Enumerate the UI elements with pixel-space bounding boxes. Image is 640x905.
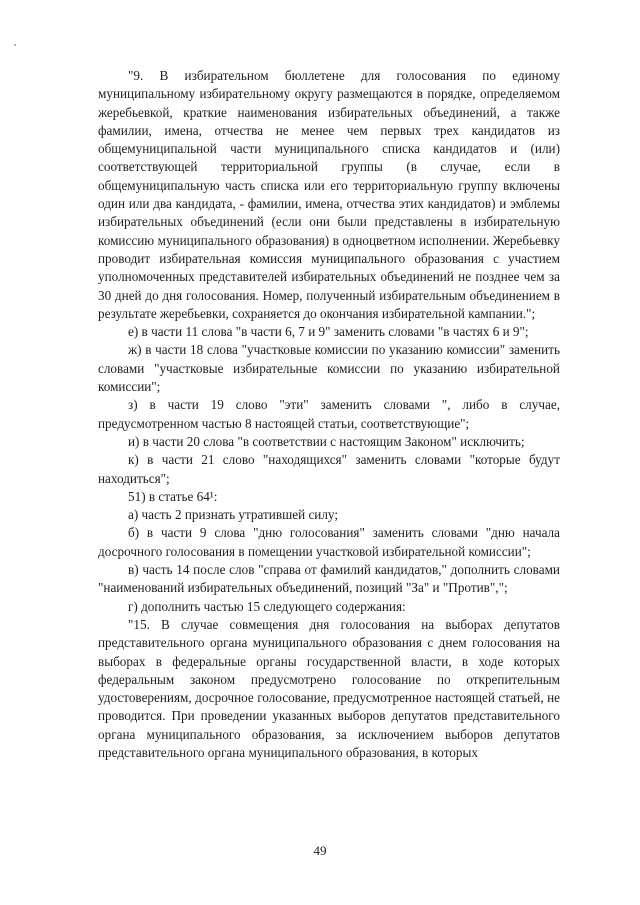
paragraph: к) в части 21 слово "находящихся" заменить словами "которые будут находиться"; xyxy=(98,452,560,486)
paragraph: а) часть 2 признать утратившей силу; xyxy=(128,507,339,523)
paragraph: ж) в части 18 слова "участковые комиссии по указанию комиссии" заменить словами "участковые избирательные комиссии по указанию избирательной комиссии"; xyxy=(98,342,560,395)
paragraph: в) часть 14 после слов "справа от фамилий кандидатов," дополнить словами "наименований избирательных объединений, позиций "За" и "Против","; xyxy=(98,562,560,596)
paragraph: е) в части 11 слова "в части 6, 7 и 9" заменить словами "в частях 6 и 9"; xyxy=(128,324,529,340)
paragraph: "9. В избирательном бюллетене для голосования по единому муниципальному избирательному округу размещаются в порядке, определяемом жеребьевкой, краткие наименования избирательных объединений, а также фамилии, имена, отчества не менее чем первых трех кандидатов из общемуниципальной части муниципального списка кандидатов и (или) соответствующей территориальной группы (в случае, если в общемуниципальную часть списка или его территориальную группу включены один или два кандидата, - фамилии, имена, отчества этих кандидатов) и эмблемы избирательных объединений (если они были представлены в избирательную комиссию муниципального образования) в одноцветном исполнении. Жеребьевку проводит избирательная комиссия муниципального образования с участием уполномоченных представителей избирательных объединений не позднее чем за 30 дней до дня голосования. Номер, полученный избирательным объединением в результате жеребьевки, сохраняется до окончания избирательной кампании."; xyxy=(98,68,560,321)
paragraph: б) в части 9 слова "дню голосования" заменить словами "дню начала досрочного голосования в помещении участковой избирательной комиссии"; xyxy=(98,525,560,559)
paragraph: "15. В случае совмещения дня голосования на выборах депутатов представительного органа муниципального образования с днем голосования на выборах в федеральные органы государственной власти, в ходе которых федеральным законом предусмотрено голосование по открепительным удостоверениям, досрочное голосование, предусмотренное настоящей статьей, не проводится. При проведении указанных выборов депутатов представительного органа муниципального образования, за исключением выборов депутатов представительного органа муниципального образования, в которых xyxy=(98,616,560,760)
paragraph: г) дополнить частью 15 следующего содержания: xyxy=(128,598,406,614)
document-body xyxy=(98,67,560,762)
page-number: 49 xyxy=(313,843,327,858)
scan-speck xyxy=(14,44,16,46)
paragraph: 51) в статье 64¹: xyxy=(128,488,218,504)
paragraph: и) в части 20 слова "в соответствии с настоящим Законом" исключить; xyxy=(128,433,525,449)
paragraph: з) в части 19 слово "эти" заменить словами ", либо в случае, предусмотренном частью 8 настоящей статьи, соответствующие"; xyxy=(98,397,560,431)
